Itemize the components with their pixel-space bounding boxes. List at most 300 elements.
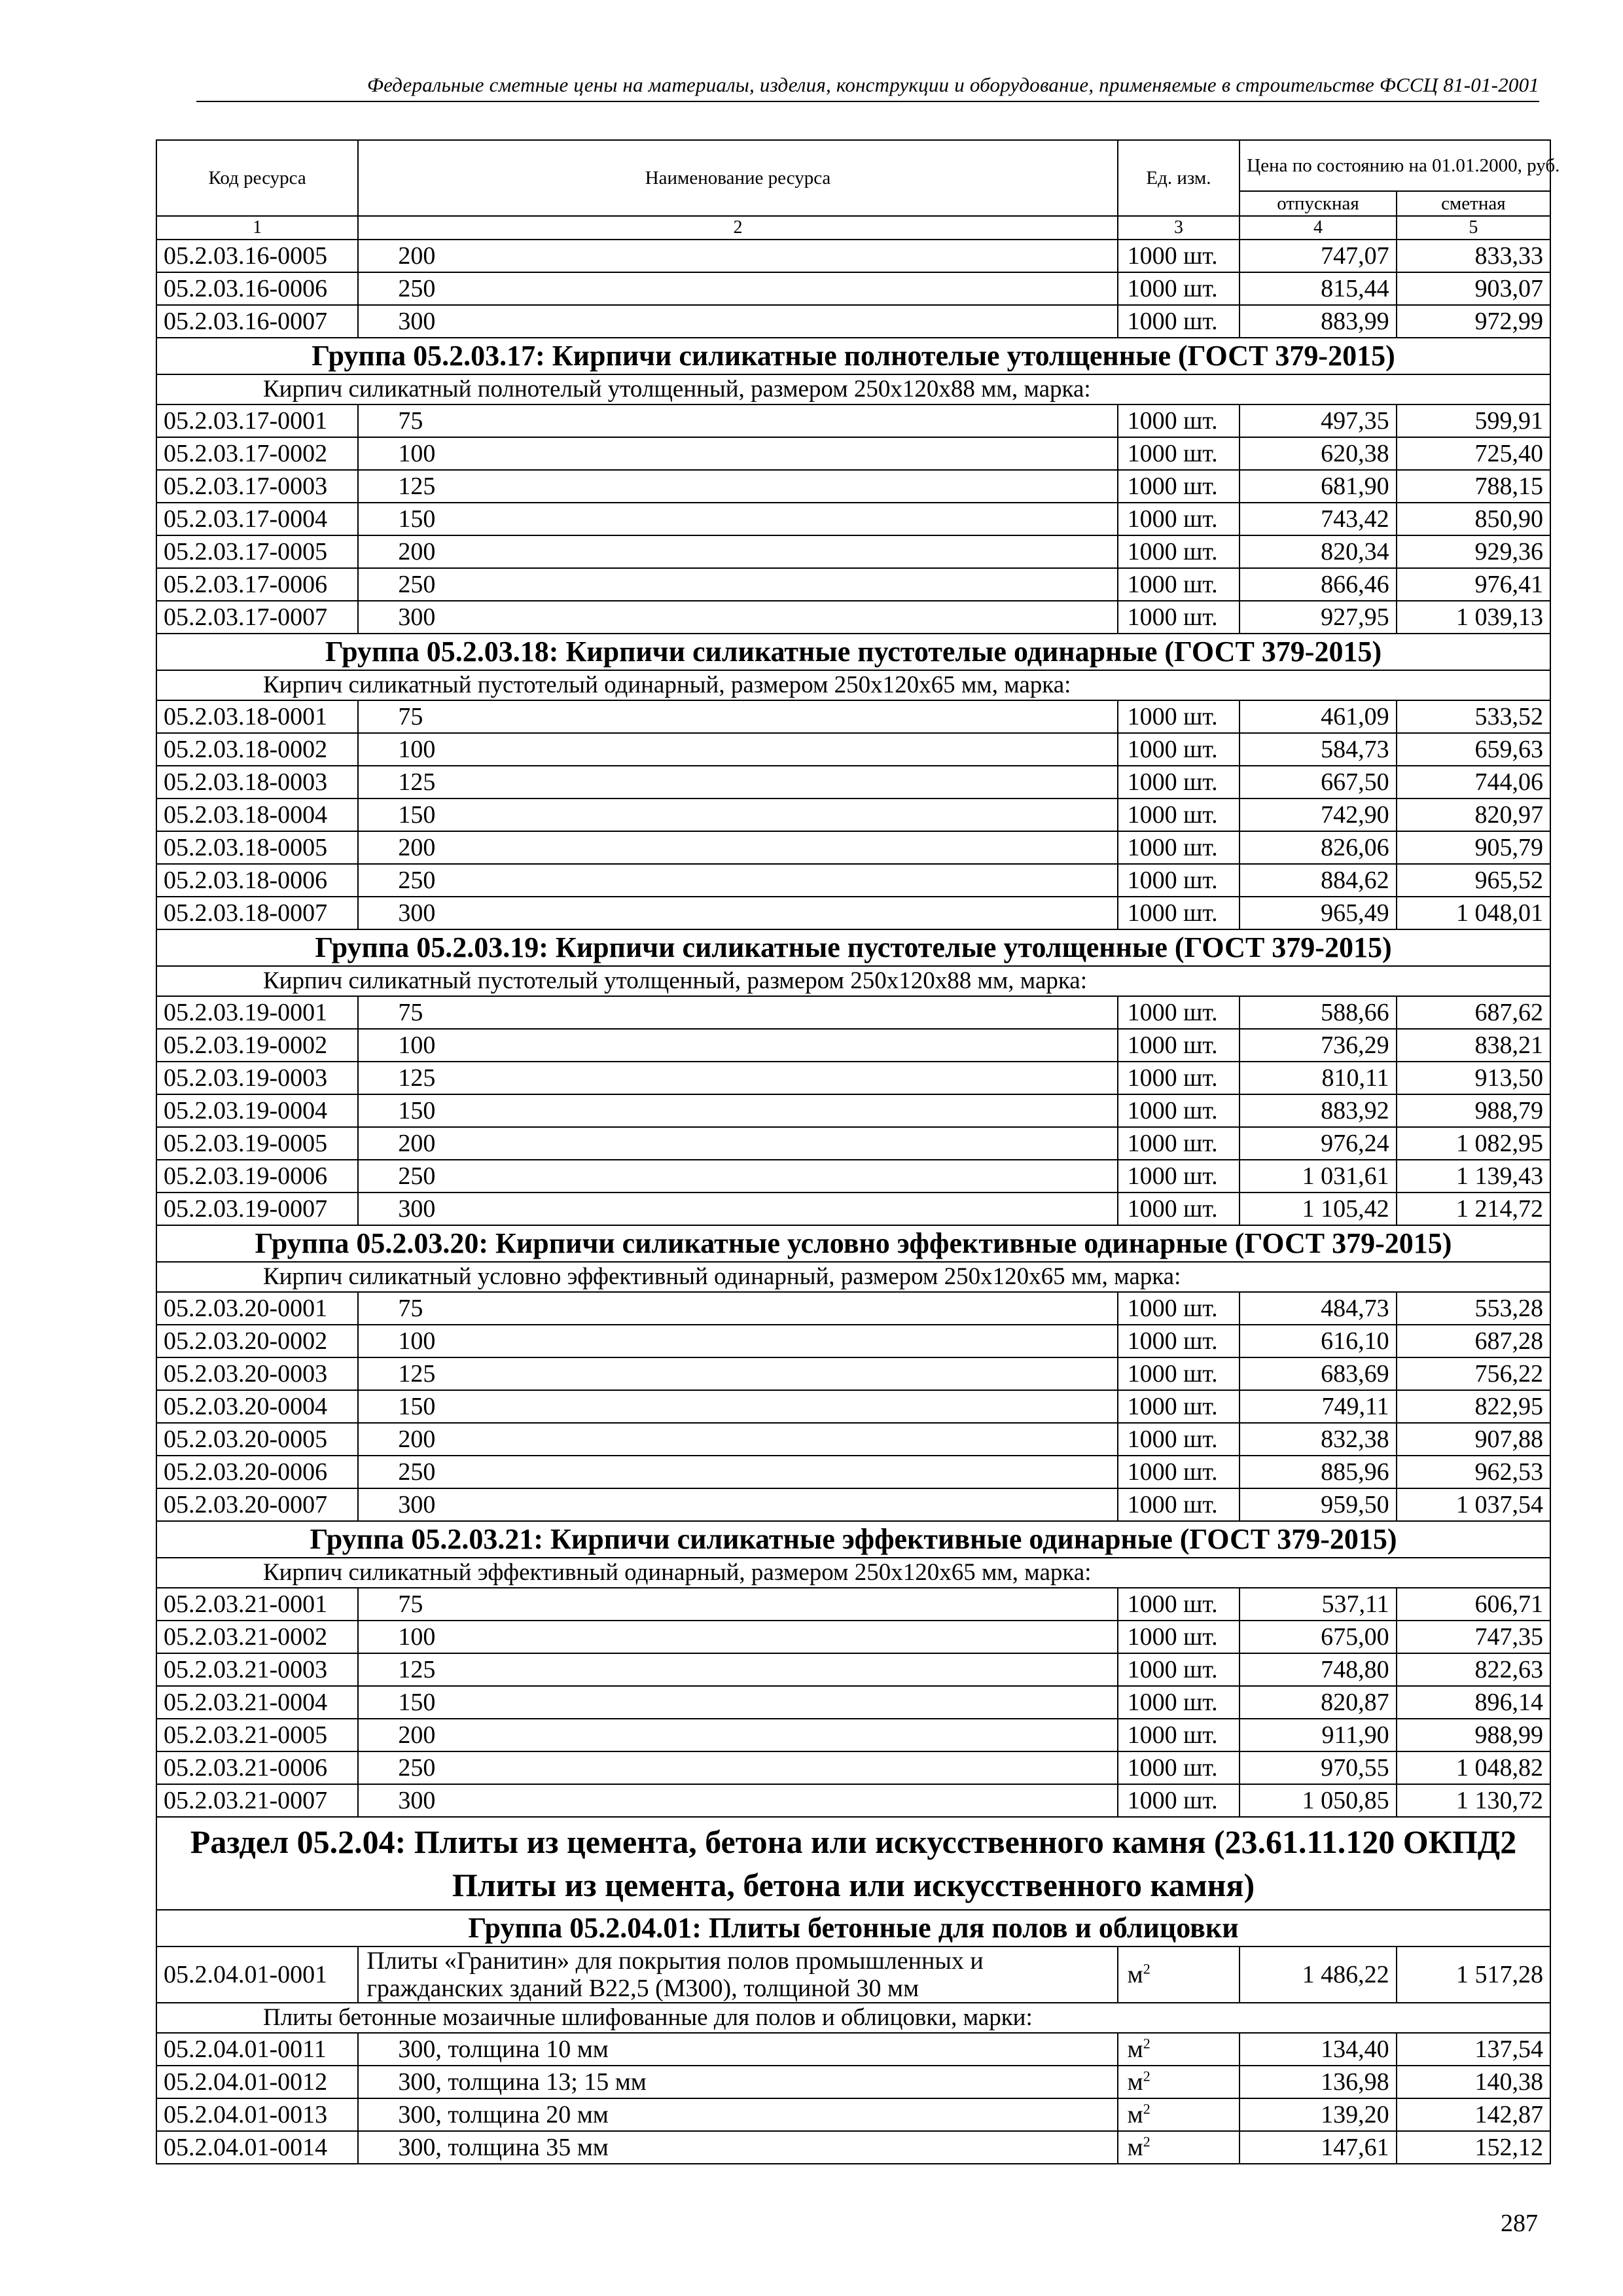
unit-of-measure — [1118, 1193, 1240, 1225]
table-row — [156, 996, 1550, 1029]
release-price: 484,73 — [1240, 1292, 1396, 1325]
estimate-price: 744,06 — [1397, 766, 1550, 798]
section-heading-row — [156, 1817, 1550, 1910]
col-number-3: 3 — [1118, 216, 1240, 240]
table-row — [156, 404, 1550, 437]
resource-code: 05.2.03.17-0005 — [156, 535, 358, 568]
resource-code: 05.2.03.21-0001 — [156, 1588, 358, 1621]
table-row — [156, 1325, 1550, 1357]
release-price: 866,46 — [1240, 568, 1396, 601]
resource-code: 05.2.03.20-0006 — [156, 1456, 358, 1488]
page-number: 287 — [1501, 2210, 1538, 2237]
unit-of-measure — [1118, 535, 1240, 568]
resource-code: 05.2.04.01-0014 — [156, 2131, 358, 2164]
table-row — [156, 700, 1550, 733]
resource-name: 75 — [358, 996, 1117, 1029]
resource-name: 300 — [358, 1784, 1117, 1817]
resource-code: 05.2.03.20-0003 — [156, 1357, 358, 1390]
unit-of-measure — [1118, 897, 1240, 929]
table-row — [156, 2066, 1550, 2098]
unit-text: м — [1127, 2134, 1143, 2161]
unit-text: 1000 шт. — [1127, 1327, 1218, 1355]
unit-text: 1000 шт. — [1127, 1064, 1218, 1092]
estimate-price: 905,79 — [1397, 831, 1550, 864]
release-price: 832,38 — [1240, 1423, 1396, 1456]
resource-code: 05.2.03.17-0002 — [156, 437, 358, 470]
unit-text: 1000 шт. — [1127, 834, 1218, 861]
table-row — [156, 1094, 1550, 1127]
unit-text: 1000 шт. — [1127, 1623, 1218, 1651]
unit-text: 1000 шт. — [1127, 703, 1218, 730]
estimate-price: 820,97 — [1397, 798, 1550, 831]
unit-of-measure — [1118, 996, 1240, 1029]
subheading-row — [156, 1558, 1550, 1588]
table-row — [156, 568, 1550, 601]
resource-code: 05.2.03.17-0003 — [156, 470, 358, 503]
estimate-price: 907,88 — [1397, 1423, 1550, 1456]
resource-name: 150 — [358, 1686, 1117, 1719]
resource-name: 150 — [358, 1094, 1117, 1127]
unit-superscript: 2 — [1143, 2068, 1150, 2085]
table-row — [156, 766, 1550, 798]
subheading-text: Кирпич силикатный пустотелый одинарный, размером 250х120х65 мм, марка: — [263, 672, 1071, 698]
unit-text: 1000 шт. — [1127, 999, 1218, 1026]
estimate-price: 903,07 — [1397, 272, 1550, 305]
release-price: 820,34 — [1240, 535, 1396, 568]
release-price: 885,96 — [1240, 1456, 1396, 1488]
resource-name: 100 — [358, 1325, 1117, 1357]
table-row — [156, 1193, 1550, 1225]
unit-of-measure — [1118, 1160, 1240, 1193]
subheading — [156, 2003, 1550, 2033]
release-price: 134,40 — [1240, 2033, 1396, 2066]
resource-name: 250 — [358, 1456, 1117, 1488]
release-price: 136,98 — [1240, 2066, 1396, 2098]
release-price: 1 486,22 — [1240, 1946, 1396, 2003]
release-price: 620,38 — [1240, 437, 1396, 470]
estimate-price: 833,33 — [1397, 240, 1550, 272]
estimate-price: 1 130,72 — [1397, 1784, 1550, 1817]
subheading-row — [156, 1262, 1550, 1292]
resource-code: 05.2.03.16-0006 — [156, 272, 358, 305]
subheading-row — [156, 966, 1550, 996]
estimate-price: 687,62 — [1397, 996, 1550, 1029]
unit-superscript: 2 — [1143, 1960, 1150, 1977]
unit-text: 1000 шт. — [1127, 440, 1218, 467]
estimate-price: 1 037,54 — [1397, 1488, 1550, 1521]
resource-name: 200 — [358, 1719, 1117, 1751]
unit-of-measure — [1118, 568, 1240, 601]
unit-of-measure — [1118, 1488, 1240, 1521]
resource-code: 05.2.03.19-0007 — [156, 1193, 358, 1225]
estimate-price: 1 139,43 — [1397, 1160, 1550, 1193]
unit-of-measure — [1118, 733, 1240, 766]
unit-text: м — [1127, 2068, 1143, 2096]
table-row — [156, 1127, 1550, 1160]
unit-superscript: 2 — [1143, 2035, 1150, 2052]
col-header-release: отпускная — [1240, 191, 1396, 216]
resource-code: 05.2.03.20-0007 — [156, 1488, 358, 1521]
resource-code: 05.2.03.17-0001 — [156, 404, 358, 437]
group-heading: Группа 05.2.03.21: Кирпичи силикатные эффективные одинарные (ГОСТ 379-2015) — [156, 1521, 1550, 1558]
table-row — [156, 798, 1550, 831]
release-price: 1 105,42 — [1240, 1193, 1396, 1225]
unit-of-measure — [1118, 1423, 1240, 1456]
group-heading-row — [156, 338, 1550, 374]
estimate-price: 822,63 — [1397, 1653, 1550, 1686]
section-heading: Раздел 05.2.04: Плиты из цемента, бетона или искусственного камня (23.61.11.120 ОКПД2 Плиты из цемента, бетона или искусственного камня) — [156, 1817, 1550, 1910]
unit-text: 1000 шт. — [1127, 538, 1218, 565]
resource-name: 250 — [358, 1160, 1117, 1193]
table-row — [156, 1719, 1550, 1751]
estimate-price: 606,71 — [1397, 1588, 1550, 1621]
resource-name: 300 — [358, 1193, 1117, 1225]
table-body — [156, 240, 1550, 2164]
subheading-text: Кирпич силикатный эффективный одинарный, размером 250х120х65 мм, марка: — [263, 1559, 1092, 1586]
unit-of-measure — [1118, 1751, 1240, 1784]
resource-code: 05.2.03.20-0002 — [156, 1325, 358, 1357]
col-header-unit: Ед. изм. — [1118, 140, 1240, 216]
unit-of-measure — [1118, 1784, 1240, 1817]
table-header — [156, 140, 1560, 240]
release-price: 810,11 — [1240, 1062, 1396, 1094]
subheading-text: Кирпич силикатный пустотелый утолщенный, размером 250х120х88 мм, марка: — [263, 967, 1087, 994]
unit-of-measure — [1118, 2131, 1240, 2164]
col-header-code: Код ресурса — [156, 140, 358, 216]
unit-of-measure — [1118, 1127, 1240, 1160]
unit-text: 1000 шт. — [1127, 1721, 1218, 1749]
resource-code: 05.2.03.16-0005 — [156, 240, 358, 272]
group-heading-row — [156, 1521, 1550, 1558]
table-row — [156, 1784, 1550, 1817]
unit-text: 1000 шт. — [1127, 1787, 1218, 1814]
estimate-price: 988,79 — [1397, 1094, 1550, 1127]
release-price: 883,99 — [1240, 305, 1396, 338]
table-row — [156, 1751, 1550, 1784]
unit-text: 1000 шт. — [1127, 308, 1218, 335]
resource-name: 125 — [358, 1357, 1117, 1390]
estimate-price: 152,12 — [1397, 2131, 1550, 2164]
col-number-4: 4 — [1240, 216, 1396, 240]
subheading-row — [156, 2003, 1550, 2033]
resource-name: 300 — [358, 305, 1117, 338]
resource-code: 05.2.03.19-0003 — [156, 1062, 358, 1094]
subheading — [156, 670, 1550, 700]
unit-text: 1000 шт. — [1127, 242, 1218, 270]
resource-name: 300, толщина 35 мм — [358, 2131, 1117, 2164]
unit-text: 1000 шт. — [1127, 1754, 1218, 1782]
estimate-price: 1 048,01 — [1397, 897, 1550, 929]
unit-text: 1000 шт. — [1127, 1491, 1218, 1518]
release-price: 976,24 — [1240, 1127, 1396, 1160]
resource-code: 05.2.03.19-0004 — [156, 1094, 358, 1127]
unit-of-measure — [1118, 864, 1240, 897]
release-price: 820,87 — [1240, 1686, 1396, 1719]
table-row — [156, 1946, 1550, 2003]
resource-code: 05.2.03.21-0005 — [156, 1719, 358, 1751]
release-price: 1 031,61 — [1240, 1160, 1396, 1193]
unit-text: 1000 шт. — [1127, 571, 1218, 598]
unit-of-measure — [1118, 700, 1240, 733]
resource-code: 05.2.03.21-0006 — [156, 1751, 358, 1784]
resource-code: 05.2.04.01-0011 — [156, 2033, 358, 2066]
resource-code: 05.2.03.18-0007 — [156, 897, 358, 929]
unit-text: 1000 шт. — [1127, 1590, 1218, 1618]
unit-of-measure — [1118, 503, 1240, 535]
release-price: 497,35 — [1240, 404, 1396, 437]
group-heading: Группа 05.2.03.18: Кирпичи силикатные пустотелые одинарные (ГОСТ 379-2015) — [156, 634, 1550, 670]
unit-text: 1000 шт. — [1127, 407, 1218, 435]
unit-of-measure — [1118, 2098, 1240, 2131]
table-row — [156, 1292, 1550, 1325]
estimate-price: 140,38 — [1397, 2066, 1550, 2098]
estimate-price: 838,21 — [1397, 1029, 1550, 1062]
release-price: 537,11 — [1240, 1588, 1396, 1621]
table-row — [156, 1029, 1550, 1062]
unit-of-measure — [1118, 470, 1240, 503]
resource-code: 05.2.03.19-0005 — [156, 1127, 358, 1160]
resource-code: 05.2.03.19-0006 — [156, 1160, 358, 1193]
group-heading-row — [156, 1910, 1550, 1946]
release-price: 927,95 — [1240, 601, 1396, 634]
table-row — [156, 1357, 1550, 1390]
table-row — [156, 1423, 1550, 1456]
resource-name: 150 — [358, 1390, 1117, 1423]
resource-code: 05.2.03.20-0001 — [156, 1292, 358, 1325]
resource-name: 150 — [358, 798, 1117, 831]
table-row — [156, 601, 1550, 634]
estimate-price: 972,99 — [1397, 305, 1550, 338]
table-row — [156, 1686, 1550, 1719]
table-row — [156, 1456, 1550, 1488]
resource-name: 75 — [358, 404, 1117, 437]
subheading — [156, 374, 1550, 404]
release-price: 588,66 — [1240, 996, 1396, 1029]
resource-name: 300, толщина 20 мм — [358, 2098, 1117, 2131]
table-row — [156, 1390, 1550, 1423]
resource-code: 05.2.04.01-0013 — [156, 2098, 358, 2131]
release-price: 815,44 — [1240, 272, 1396, 305]
estimate-price: 965,52 — [1397, 864, 1550, 897]
resource-code: 05.2.04.01-0001 — [156, 1946, 358, 2003]
table-row — [156, 535, 1550, 568]
unit-text: 1000 шт. — [1127, 899, 1218, 927]
table-row — [156, 1488, 1550, 1521]
unit-of-measure — [1118, 1719, 1240, 1751]
group-heading-row — [156, 1225, 1550, 1262]
running-header: Федеральные сметные цены на материалы, изделия, конструкции и оборудование, применяемые в строительстве ФССЦ 81-01-2001 — [196, 73, 1539, 102]
resource-name: 75 — [358, 1292, 1117, 1325]
estimate-price: 788,15 — [1397, 470, 1550, 503]
resource-name: 300, толщина 10 мм — [358, 2033, 1117, 2066]
resource-name: 250 — [358, 1751, 1117, 1784]
resource-code: 05.2.03.17-0006 — [156, 568, 358, 601]
release-price: 749,11 — [1240, 1390, 1396, 1423]
release-price: 1 050,85 — [1240, 1784, 1396, 1817]
unit-of-measure — [1118, 1621, 1240, 1653]
unit-text: м — [1127, 2036, 1143, 2063]
unit-of-measure — [1118, 1946, 1240, 2003]
unit-of-measure — [1118, 272, 1240, 305]
resource-name: 250 — [358, 568, 1117, 601]
col-header-estimate: сметная — [1397, 191, 1550, 216]
table-row — [156, 2131, 1550, 2164]
resource-name: 125 — [358, 1653, 1117, 1686]
unit-of-measure — [1118, 404, 1240, 437]
unit-of-measure — [1118, 2066, 1240, 2098]
unit-text: 1000 шт. — [1127, 1031, 1218, 1059]
table-row — [156, 2033, 1550, 2066]
unit-text: 1000 шт. — [1127, 1426, 1218, 1453]
unit-text: 1000 шт. — [1127, 1295, 1218, 1322]
unit-of-measure — [1118, 1292, 1240, 1325]
unit-of-measure — [1118, 240, 1240, 272]
estimate-price: 687,28 — [1397, 1325, 1550, 1357]
resource-name: 200 — [358, 1423, 1117, 1456]
release-price: 826,06 — [1240, 831, 1396, 864]
subheading — [156, 1262, 1550, 1292]
resource-name: 300 — [358, 601, 1117, 634]
resource-name: 150 — [358, 503, 1117, 535]
estimate-price: 142,87 — [1397, 2098, 1550, 2131]
unit-text: 1000 шт. — [1127, 801, 1218, 829]
unit-text: м — [1127, 2101, 1143, 2128]
price-table — [156, 139, 1560, 2164]
release-price: 959,50 — [1240, 1488, 1396, 1521]
estimate-price: 976,41 — [1397, 568, 1550, 601]
unit-of-measure — [1118, 1390, 1240, 1423]
estimate-price: 1 214,72 — [1397, 1193, 1550, 1225]
estimate-price: 756,22 — [1397, 1357, 1550, 1390]
unit-superscript: 2 — [1143, 2133, 1150, 2150]
table-row — [156, 831, 1550, 864]
unit-text: 1000 шт. — [1127, 603, 1218, 631]
unit-of-measure — [1118, 1653, 1240, 1686]
resource-name: 250 — [358, 864, 1117, 897]
unit-of-measure — [1118, 1357, 1240, 1390]
table-row — [156, 305, 1550, 338]
estimate-price: 988,99 — [1397, 1719, 1550, 1751]
subheading-row — [156, 374, 1550, 404]
release-price: 965,49 — [1240, 897, 1396, 929]
resource-name: Плиты «Гранитин» для покрытия полов промышленных и гражданских зданий В22,5 (М300), толщиной 30 мм — [358, 1946, 1117, 2003]
resource-code: 05.2.03.21-0003 — [156, 1653, 358, 1686]
resource-name: 300 — [358, 897, 1117, 929]
unit-of-measure — [1118, 305, 1240, 338]
col-number-2: 2 — [358, 216, 1117, 240]
table-row — [156, 864, 1550, 897]
resource-code: 05.2.03.18-0004 — [156, 798, 358, 831]
estimate-price: 913,50 — [1397, 1062, 1550, 1094]
resource-code: 05.2.03.18-0005 — [156, 831, 358, 864]
unit-of-measure — [1118, 2033, 1240, 2066]
resource-code: 05.2.03.20-0005 — [156, 1423, 358, 1456]
group-heading-row — [156, 929, 1550, 966]
estimate-price: 137,54 — [1397, 2033, 1550, 2066]
unit-of-measure — [1118, 798, 1240, 831]
estimate-price: 1 517,28 — [1397, 1946, 1550, 2003]
table-row — [156, 1062, 1550, 1094]
resource-name: 125 — [358, 1062, 1117, 1094]
subheading — [156, 1558, 1550, 1588]
table-row — [156, 470, 1550, 503]
resource-code: 05.2.03.16-0007 — [156, 305, 358, 338]
resource-code: 05.2.03.20-0004 — [156, 1390, 358, 1423]
resource-name: 100 — [358, 733, 1117, 766]
release-price: 681,90 — [1240, 470, 1396, 503]
resource-code: 05.2.03.21-0004 — [156, 1686, 358, 1719]
unit-of-measure — [1118, 1029, 1240, 1062]
estimate-price: 599,91 — [1397, 404, 1550, 437]
resource-name: 200 — [358, 535, 1117, 568]
unit-superscript: 2 — [1143, 2100, 1150, 2117]
release-price: 147,61 — [1240, 2131, 1396, 2164]
resource-name: 125 — [358, 470, 1117, 503]
unit-of-measure — [1118, 1456, 1240, 1488]
estimate-price: 553,28 — [1397, 1292, 1550, 1325]
subheading-text: Кирпич силикатный полнотелый утолщенный, размером 250х120х88 мм, марка: — [263, 376, 1091, 403]
resource-code: 05.2.03.21-0007 — [156, 1784, 358, 1817]
release-price: 742,90 — [1240, 798, 1396, 831]
release-price: 748,80 — [1240, 1653, 1396, 1686]
subheading-text: Плиты бетонные мозаичные шлифованные для полов и облицовки, марки: — [263, 2004, 1033, 2031]
unit-text: 1000 шт. — [1127, 1458, 1218, 1486]
resource-code: 05.2.04.01-0012 — [156, 2066, 358, 2098]
table-row — [156, 1160, 1550, 1193]
group-heading: Группа 05.2.03.17: Кирпичи силикатные полнотелые утолщенные (ГОСТ 379-2015) — [156, 338, 1550, 374]
unit-of-measure — [1118, 1588, 1240, 1621]
table-row — [156, 2098, 1550, 2131]
resource-name: 75 — [358, 1588, 1117, 1621]
unit-of-measure — [1118, 766, 1240, 798]
table-row — [156, 1653, 1550, 1686]
resource-name: 100 — [358, 1621, 1117, 1653]
resource-code: 05.2.03.18-0002 — [156, 733, 358, 766]
table-row — [156, 240, 1550, 272]
table-row — [156, 733, 1550, 766]
table-row — [156, 1621, 1550, 1653]
estimate-price: 725,40 — [1397, 437, 1550, 470]
table-row — [156, 897, 1550, 929]
unit-of-measure — [1118, 1062, 1240, 1094]
resource-code: 05.2.03.19-0001 — [156, 996, 358, 1029]
resource-name: 200 — [358, 831, 1117, 864]
estimate-price: 533,52 — [1397, 700, 1550, 733]
unit-text: 1000 шт. — [1127, 1162, 1218, 1190]
resource-name: 200 — [358, 1127, 1117, 1160]
resource-code: 05.2.03.18-0001 — [156, 700, 358, 733]
release-price: 139,20 — [1240, 2098, 1396, 2131]
release-price: 747,07 — [1240, 240, 1396, 272]
unit-text: 1000 шт. — [1127, 1393, 1218, 1420]
unit-text: 1000 шт. — [1127, 275, 1218, 302]
resource-name: 125 — [358, 766, 1117, 798]
estimate-price: 822,95 — [1397, 1390, 1550, 1423]
resource-code: 05.2.03.17-0004 — [156, 503, 358, 535]
release-price: 884,62 — [1240, 864, 1396, 897]
release-price: 675,00 — [1240, 1621, 1396, 1653]
resource-name: 100 — [358, 437, 1117, 470]
release-price: 736,29 — [1240, 1029, 1396, 1062]
col-header-name: Наименование ресурса — [358, 140, 1117, 216]
release-price: 461,09 — [1240, 700, 1396, 733]
resource-name: 75 — [358, 700, 1117, 733]
unit-of-measure — [1118, 1686, 1240, 1719]
unit-text: 1000 шт. — [1127, 1689, 1218, 1716]
unit-text: 1000 шт. — [1127, 867, 1218, 894]
col-number-1: 1 — [156, 216, 358, 240]
estimate-price: 929,36 — [1397, 535, 1550, 568]
